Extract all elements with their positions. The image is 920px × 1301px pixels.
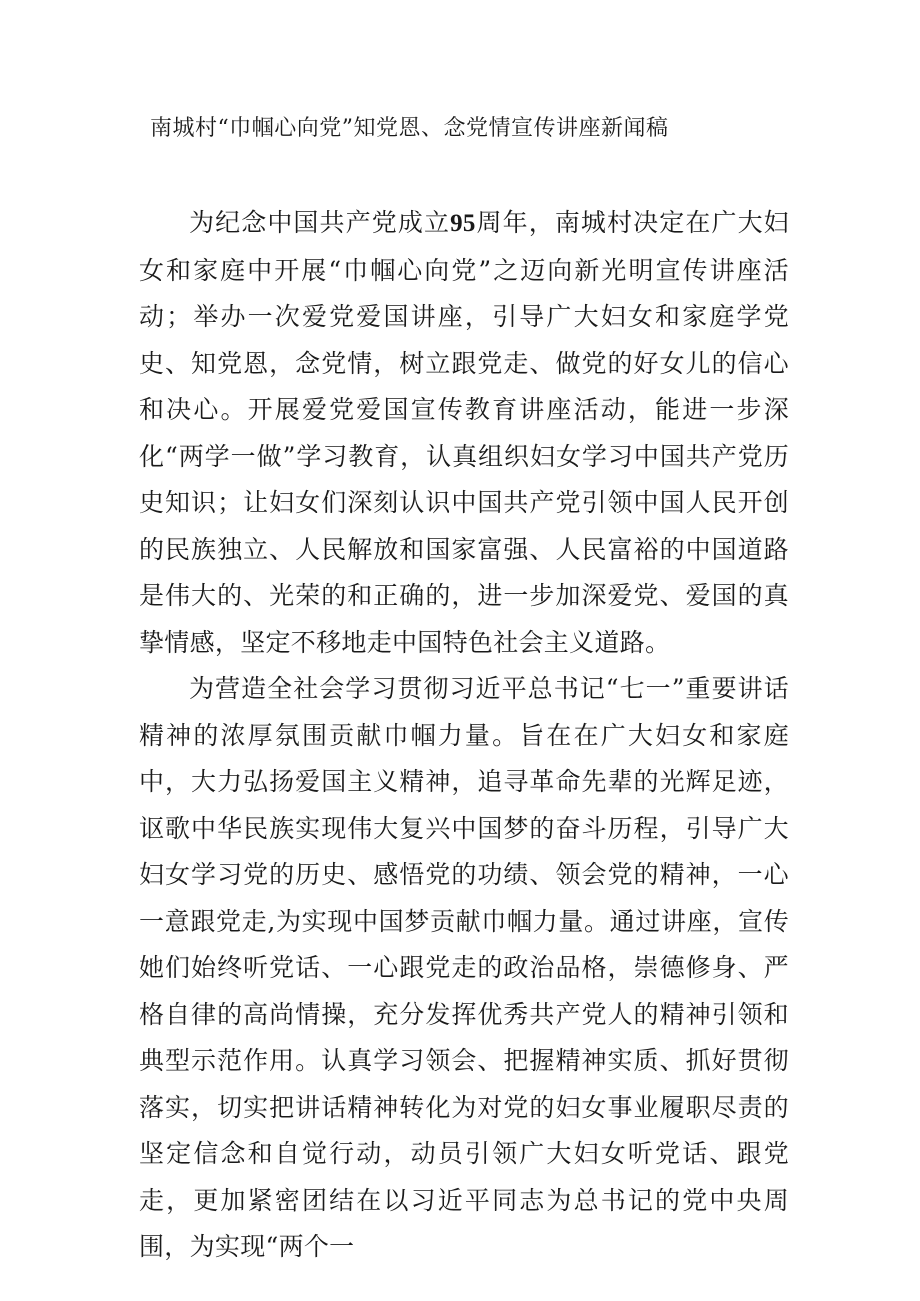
document-body [139,200,789,1271]
paragraph-1-rest: 周年，南城村决定在广大妇女和家庭中开展“巾帼心向党”之迈向新光明宣传讲座活动；举办一次爱党爱国讲座，引导广大妇女和家庭学党史、知党恩，念党情，树立跟党走、做党的好女儿的信心和决心。开展爱党爱国宣传教育讲座活动，能进一步深化“两学一做”学习教育，认真组织妇女学习中国共产党历史知识；让妇女们深刻认识中国共产党引领中国人民开创的民族独立、人民解放和国家富强、人民富裕的中国道路是伟大的、光荣的和正确的，进一步加深爱党、爱国的真挚情感，坚定不移地走中国特色社会主义道路。 [139,208,789,657]
paragraph-1-lead: 为纪念中国共产党成立 [189,208,451,237]
paragraph-1 [139,200,789,666]
anniversary-number: 95 [450,210,476,237]
paragraph-2: 为营造全社会学习贯彻习近平总书记“七一”重要讲话精神的浓厚氛围贡献巾帼力量。旨在在广大妇女和家庭中，大力弘扬爱国主义精神，追寻革命先辈的光辉足迹，讴歌中华民族实现伟大复兴中国梦的奋斗历程，引导广大妇女学习党的历史、感悟党的功绩、领会党的精神，一心一意跟党走,为实现中国梦贡献巾帼力量。通过讲座，宣传她们始终听党话、一心跟党走的政治品格，崇德修身、严格自律的高尚情操，充分发挥优秀共产党人的精神引领和典型示范作用。认真学习领会、把握精神实质、抓好贯彻落实，切实把讲话精神转化为对党的妇女事业履职尽责的坚定信念和自觉行动，动员引领广大妇女听党话、跟党走，更加紧密团结在以习近平同志为总书记的党中央周围，为实现“两个一 [139,674,789,1261]
document-title: 南城村“巾帼心向党”知党恩、念党情宣传讲座新闻稿 [150,116,669,141]
